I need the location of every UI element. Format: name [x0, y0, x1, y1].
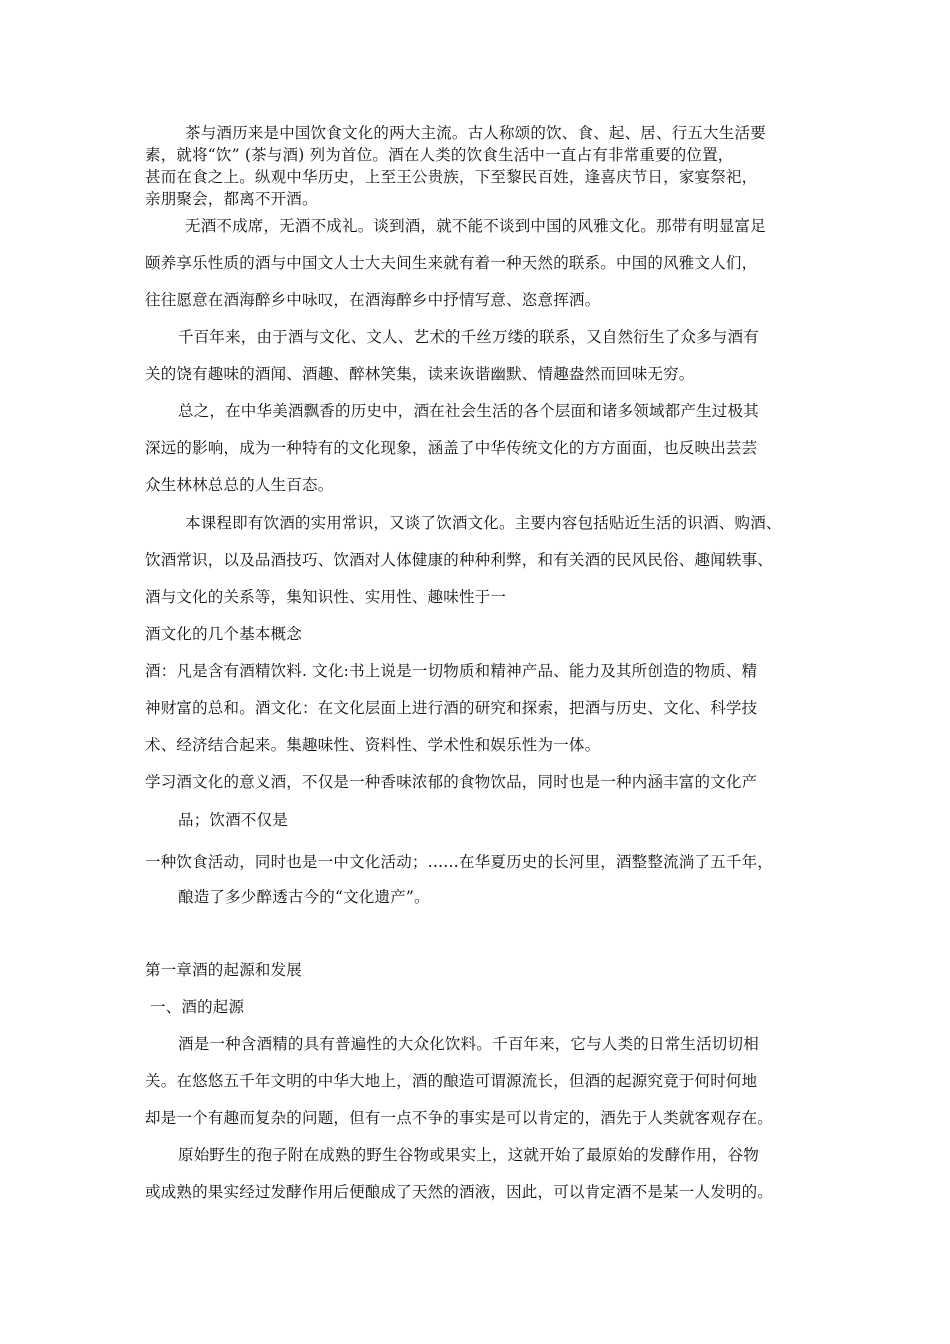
paragraph-line: 往往愿意在酒海醉乡中咏叹，在酒海醉乡中抒情写意、恣意挥洒。 [145, 291, 601, 309]
paragraph-line: 关。在悠悠五千年文明的中华大地上，酒的酿造可谓源流长，但酒的起源究竟于何时何地 [145, 1072, 758, 1090]
paragraph-line: 学习酒文化的意义酒，不仅是一种香味浓郁的食物饮品，同时也是一种内涵丰富的文化产 [145, 773, 758, 791]
paragraph-line: 亲朋聚会，都离不开酒。 [145, 190, 318, 208]
paragraph-line: 甚而在食之上。纵观中华历史，上至王公贵族，下至黎民百姓，逢喜庆节日，家宴祭祀， [145, 168, 758, 186]
paragraph-line: 众生林林总总的人生百态。 [145, 476, 334, 494]
chapter-title: 第一章酒的起源和发展 [145, 961, 303, 979]
paragraph-line: 术、经济结合起来。集趣味性、资料性、学术性和娱乐性为一体。 [145, 736, 601, 754]
paragraph-line: 本课程即有饮酒的实用常识，又谈了饮酒文化。主要内容包括贴近生活的识酒、购酒、 [185, 514, 782, 532]
section-heading: 酒文化的几个基本概念 [145, 625, 303, 643]
paragraph-line: 酒与文化的关系等，集知识性、实用性、趣味性于一 [145, 588, 507, 606]
paragraph-line: 无酒不成席，无酒不成礼。谈到酒，就不能不谈到中国的风雅文化。那带有明显富足 [185, 217, 766, 235]
paragraph-line: 茶与酒历来是中国饮食文化的两大主流。古人称颂的饮、食、起、居、行五大生活要 [185, 124, 766, 142]
paragraph-line: 酒：凡是含有酒精饮料. 文化:书上说是一切物质和精神产品、能力及其所创造的物质、精 [145, 662, 758, 680]
paragraph-line: 神财富的总和。酒文化：在文化层面上进行酒的研究和探索，把酒与历史、文化、科学技 [145, 699, 758, 717]
paragraph-line: 或成熟的果实经过发酵作用后便酿成了天然的酒液，因此，可以肯定酒不是某一人发明的。 [145, 1183, 774, 1201]
paragraph-line: 酒是一种含酒精的具有普遍性的大众化饮料。千百年来，它与人类的日常生活切切相 [178, 1035, 759, 1053]
paragraph-line: 颐养享乐性质的酒与中国文人士大夫间生来就有着一种天然的联系。中国的风雅文人们， [145, 254, 758, 272]
section-title: 一、酒的起源 [150, 998, 245, 1016]
paragraph-line: 一种饮食活动，同时也是一中文化活动；……在华夏历史的长河里，酒整整流淌了五千年， [145, 853, 774, 871]
paragraph-line: 关的饶有趣味的酒闻、酒趣、醉林笑集，读来诙谐幽默、情趣盎然而回味无穷。 [145, 365, 695, 383]
paragraph-line: 素，就将“饮” (茶与酒) 列为首位。酒在人类的饮食生活中一直占有非常重要的位置， [145, 146, 734, 164]
paragraph-line: 原始野生的孢子附在成熟的野生谷物或果实上，这就开始了最原始的发酵作用，谷物 [178, 1146, 759, 1164]
paragraph-line: 却是一个有趣而复杂的问题，但有一点不争的事实是可以肯定的，酒先于人类就客观存在。 [145, 1109, 774, 1127]
paragraph-line: 饮酒常识，以及品酒技巧、饮酒对人体健康的种种利弊，和有关酒的民风民俗、趣闻轶事、 [145, 551, 774, 569]
paragraph-line: 总之，在中华美酒飘香的历史中，酒在社会生活的各个层面和诸多领域都产生过极其 [178, 402, 759, 420]
paragraph-line: 品；饮酒不仅是 [178, 811, 288, 829]
paragraph-line: 酿造了多少醉透古今的“文化遗产”。 [178, 888, 430, 906]
paragraph-line: 深远的影响，成为一种特有的文化现象，涵盖了中华传统文化的方方面面，也反映出芸芸 [145, 439, 758, 457]
paragraph-line: 千百年来，由于酒与文化、文人、艺术的千丝万缕的联系，又自然衍生了众多与酒有 [178, 328, 759, 346]
